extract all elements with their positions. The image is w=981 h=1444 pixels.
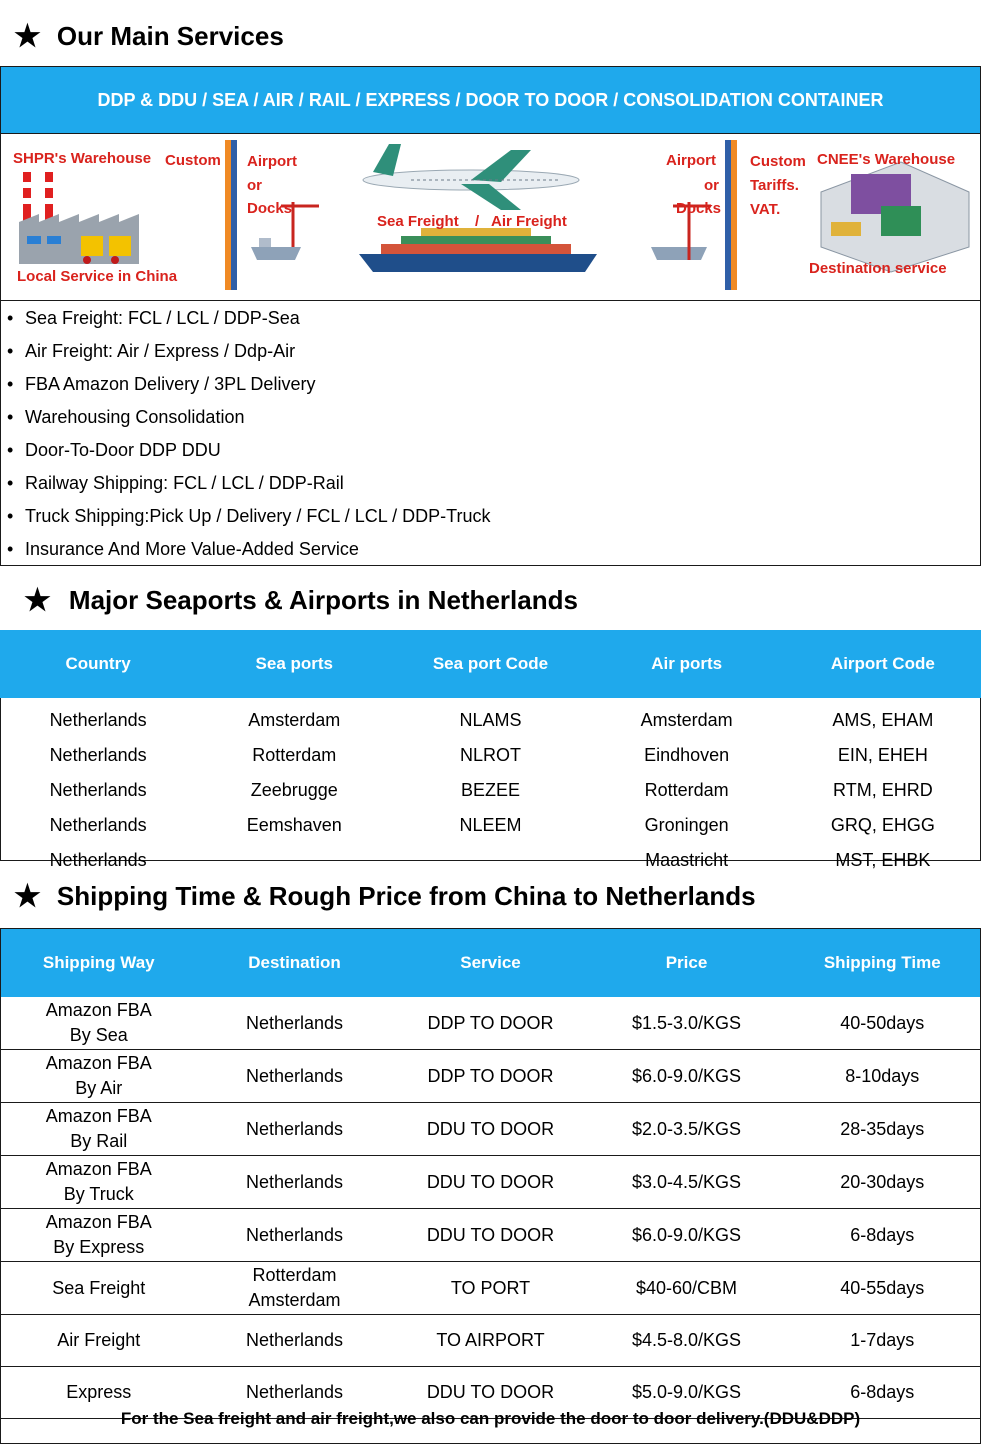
ports-table: [0, 630, 981, 877]
ports-heading: [0, 570, 981, 630]
table-cell: [197, 1315, 393, 1367]
table-cell: [393, 997, 589, 1050]
cell-line: TO AIRPORT: [436, 1330, 545, 1350]
cell-line: $4.5-8.0/KGS: [631, 1330, 742, 1350]
column-header: Sea port Code: [392, 630, 588, 698]
table-cell: [393, 1050, 589, 1103]
ports-title: Major Seaports & Airports in Netherlands: [68, 584, 578, 615]
label-custom-left: Custom: [165, 152, 221, 169]
star-icon: ★: [14, 19, 41, 53]
table-cell: MST, EHBK: [835, 849, 931, 870]
cell-line: $1.5-3.0/KGS: [631, 1012, 742, 1033]
cell-line: Netherlands: [245, 1382, 344, 1402]
label-or-right: or: [704, 177, 719, 194]
cell-line: Express: [66, 1382, 132, 1402]
cell-line: 1-7days: [850, 1330, 915, 1350]
column-header: Shipping Way: [1, 929, 197, 998]
label-vat: VAT.: [750, 201, 781, 218]
cell-line: Netherlands: [245, 1224, 344, 1245]
cell-line: Netherlands: [245, 1065, 344, 1086]
cell-line: Rotterdam: [252, 1265, 337, 1285]
customs-wall-left: [225, 140, 231, 290]
label-docks-right: Docks: [676, 200, 722, 217]
cell-line: By Sea: [69, 1025, 128, 1045]
cell-line: By Air: [75, 1078, 123, 1098]
cell-line: Amazon FBA: [45, 1000, 152, 1020]
cell-line: $40-60/CBM: [635, 1277, 738, 1298]
label-tariffs: Tariffs.: [750, 177, 799, 194]
cell-line: $6.0-9.0/KGS: [631, 1065, 742, 1086]
cell-line: Netherlands: [245, 1012, 344, 1033]
cell-line: Sea Freight: [52, 1277, 146, 1298]
cell-line: DDP TO DOOR: [427, 1065, 554, 1086]
table-cell: [197, 1209, 393, 1262]
column-header: Service: [393, 929, 589, 998]
list-item: • Truck Shipping:Pick Up / Delivery / FCL / LCL / DDP-Truck: [25, 507, 980, 540]
cell-line: Netherlands: [245, 1118, 344, 1139]
label-docks-left: Docks: [247, 200, 293, 217]
cell-line: DDU TO DOOR: [426, 1118, 555, 1139]
cell-line: Amazon FBA: [45, 1106, 152, 1126]
label-cnee-warehouse: CNEE's Warehouse: [817, 151, 956, 168]
list-item: • Sea Freight: FCL / LCL / DDP-Sea: [25, 309, 980, 342]
table-cell: [589, 1262, 785, 1315]
table-cell: [393, 1209, 589, 1262]
column-header: Air ports: [589, 630, 785, 698]
table-cell: [785, 1262, 981, 1315]
cell-line: By Truck: [63, 1184, 134, 1204]
table-cell: [589, 1209, 785, 1262]
warehouse-icon: [821, 162, 969, 272]
table-cell: [785, 1103, 981, 1156]
list-item: • Door-To-Door DDP DDU: [25, 441, 980, 474]
table-cell: Eindhoven: [644, 744, 730, 765]
star-icon: ★: [24, 583, 51, 617]
cell-line: Amazon FBA: [45, 1053, 152, 1073]
table-cell: Netherlands: [49, 814, 147, 835]
cell-line: $6.0-9.0/KGS: [631, 1224, 742, 1245]
table-cell: [197, 997, 393, 1050]
cell-line: Netherlands: [245, 1171, 344, 1192]
table-header-row: [1, 929, 981, 998]
table-cell: [393, 1156, 589, 1209]
table-cell: [197, 1262, 393, 1315]
column-header: Shipping Time: [785, 929, 981, 998]
cell-line: DDU TO DOOR: [426, 1171, 555, 1192]
table-cell: [589, 1050, 785, 1103]
table-row: [0, 698, 981, 737]
table-cell: Netherlands: [49, 709, 147, 730]
table-cell: [197, 1156, 393, 1209]
table-cell: [785, 1156, 981, 1209]
cell-line: Amazon FBA: [45, 1159, 152, 1179]
table-cell: [785, 997, 981, 1050]
table-cell: [589, 1315, 785, 1367]
column-header: Country: [0, 630, 196, 698]
label-sea-freight: Sea Freight: [377, 213, 459, 230]
main-services-heading: [0, 6, 981, 66]
label-local-service: Local Service in China: [17, 268, 178, 285]
cell-line: Amazon FBA: [45, 1212, 152, 1232]
table-cell: Zeebrugge: [250, 779, 338, 800]
column-header: Airport Code: [785, 630, 981, 698]
table-cell: Amsterdam: [248, 709, 341, 730]
cell-line: By Express: [53, 1237, 145, 1257]
table-cell: [393, 1262, 589, 1315]
label-air-freight: Air Freight: [491, 213, 567, 230]
label-shpr-warehouse: SHPR's Warehouse: [13, 150, 152, 167]
table-cell: [1, 1050, 197, 1103]
main-services-title: Our Main Services: [56, 20, 284, 51]
table-row: [1, 1262, 981, 1315]
table-cell: Rotterdam: [644, 779, 729, 800]
table-cell: Netherlands: [49, 744, 147, 765]
table-header-row: [0, 630, 981, 698]
cell-line: DDU TO DOOR: [426, 1382, 555, 1402]
table-cell: [1, 1262, 197, 1315]
table-cell: [197, 1050, 393, 1103]
cell-line: 20-30days: [840, 1171, 925, 1192]
table-cell: Netherlands: [49, 779, 147, 800]
table-row: [0, 772, 981, 807]
table-cell: [589, 1103, 785, 1156]
table-cell: EIN, EHEH: [837, 744, 928, 765]
table-cell: [785, 1050, 981, 1103]
label-or-left: or: [247, 177, 262, 194]
services-list-box: [0, 300, 981, 566]
column-header: Sea ports: [196, 630, 392, 698]
table-cell: [1, 1315, 197, 1367]
table-row: [1, 1050, 981, 1103]
table-cell: Groningen: [644, 814, 729, 835]
services-banner-text: DDP & DDU / SEA / AIR / RAIL / EXPRESS / DOOR TO DOOR / CONSOLIDATION CONTAINER: [97, 89, 884, 110]
cell-line: $5.0-9.0/KGS: [631, 1382, 742, 1402]
table-cell: [589, 997, 785, 1050]
star-icon: ★: [14, 879, 41, 913]
cell-line: $2.0-3.5/KGS: [631, 1118, 742, 1139]
table-row: [1, 997, 981, 1050]
table-cell: [1, 1103, 197, 1156]
table-cell: Rotterdam: [252, 744, 337, 765]
table-cell: [393, 1103, 589, 1156]
table-cell: Netherlands: [49, 849, 147, 870]
column-header: Destination: [197, 929, 393, 998]
table-cell: [1, 997, 197, 1050]
cell-line: TO PORT: [450, 1277, 531, 1298]
list-item: • Insurance And More Value-Added Service: [25, 540, 980, 573]
table-cell: [197, 1103, 393, 1156]
table-cell: [1, 1209, 197, 1262]
cell-line: 6-8days: [850, 1224, 915, 1245]
table-row: [0, 807, 981, 842]
table-cell: NLAMS: [459, 709, 522, 730]
table-row: [1, 1209, 981, 1262]
list-item: • FBA Amazon Delivery / 3PL Delivery: [25, 375, 980, 408]
table-cell: BEZEE: [460, 779, 520, 800]
table-cell: [785, 1209, 981, 1262]
table-row: [1, 1315, 981, 1367]
label-destination-service: Destination service: [809, 260, 947, 277]
logistics-illustration: [0, 132, 981, 300]
services-list: [1, 301, 980, 573]
table-cell: RTM, EHRD: [833, 779, 933, 800]
list-item: • Railway Shipping: FCL / LCL / DDP-Rail: [25, 474, 980, 507]
cell-line: 40-55days: [840, 1277, 925, 1298]
table-row: [0, 737, 981, 772]
table-cell: NLEEM: [459, 814, 522, 835]
label-airport-left: Airport: [247, 153, 297, 170]
shipping-note: For the Sea freight and air freight,we also can provide the door to door delivery.(DDU&DDP): [0, 1394, 981, 1444]
cell-line: 28-35days: [840, 1118, 925, 1139]
table-cell: [1, 1156, 197, 1209]
customs-wall-right: [725, 140, 731, 290]
table-cell: Eemshaven: [246, 814, 342, 835]
cell-line: 6-8days: [850, 1382, 915, 1402]
airplane-icon: [363, 144, 579, 210]
table-row: [1, 1156, 981, 1209]
table-cell: Amsterdam: [640, 709, 733, 730]
table-row: [1, 1103, 981, 1156]
list-item: • Warehousing Consolidation: [25, 408, 980, 441]
shipping-table: [0, 928, 981, 1419]
table-cell: [785, 1315, 981, 1367]
list-item: • Air Freight: Air / Express / Ddp-Air: [25, 342, 980, 375]
cell-line: By Rail: [70, 1131, 128, 1151]
cell-line: Air Freight: [57, 1330, 141, 1350]
shipping-title: Shipping Time & Rough Price from China to Netherlands: [56, 880, 756, 911]
table-cell: [589, 1156, 785, 1209]
table-cell: [393, 1315, 589, 1367]
cell-line: Netherlands: [245, 1330, 344, 1350]
cell-line: DDU TO DOOR: [426, 1224, 555, 1245]
table-cell: NLROT: [459, 744, 521, 765]
table-cell: GRQ, EHGG: [830, 814, 935, 835]
table-cell: AMS, EHAM: [832, 709, 934, 730]
shipping-heading: [0, 866, 981, 926]
cargo-ship-icon: [359, 228, 597, 272]
cell-line: $3.0-4.5/KGS: [631, 1171, 742, 1192]
cell-line: 40-50days: [840, 1012, 925, 1033]
label-airport-right: Airport: [666, 152, 716, 169]
label-slash: /: [475, 213, 480, 230]
column-header: Price: [589, 929, 785, 998]
cell-line: DDP TO DOOR: [427, 1012, 554, 1033]
factory-icon: [19, 172, 139, 264]
services-banner: [0, 66, 981, 134]
table-cell: Maastricht: [645, 849, 729, 870]
label-custom-right: Custom: [750, 153, 806, 170]
cell-line: 8-10days: [845, 1065, 920, 1086]
cell-line: Amsterdam: [248, 1290, 341, 1310]
